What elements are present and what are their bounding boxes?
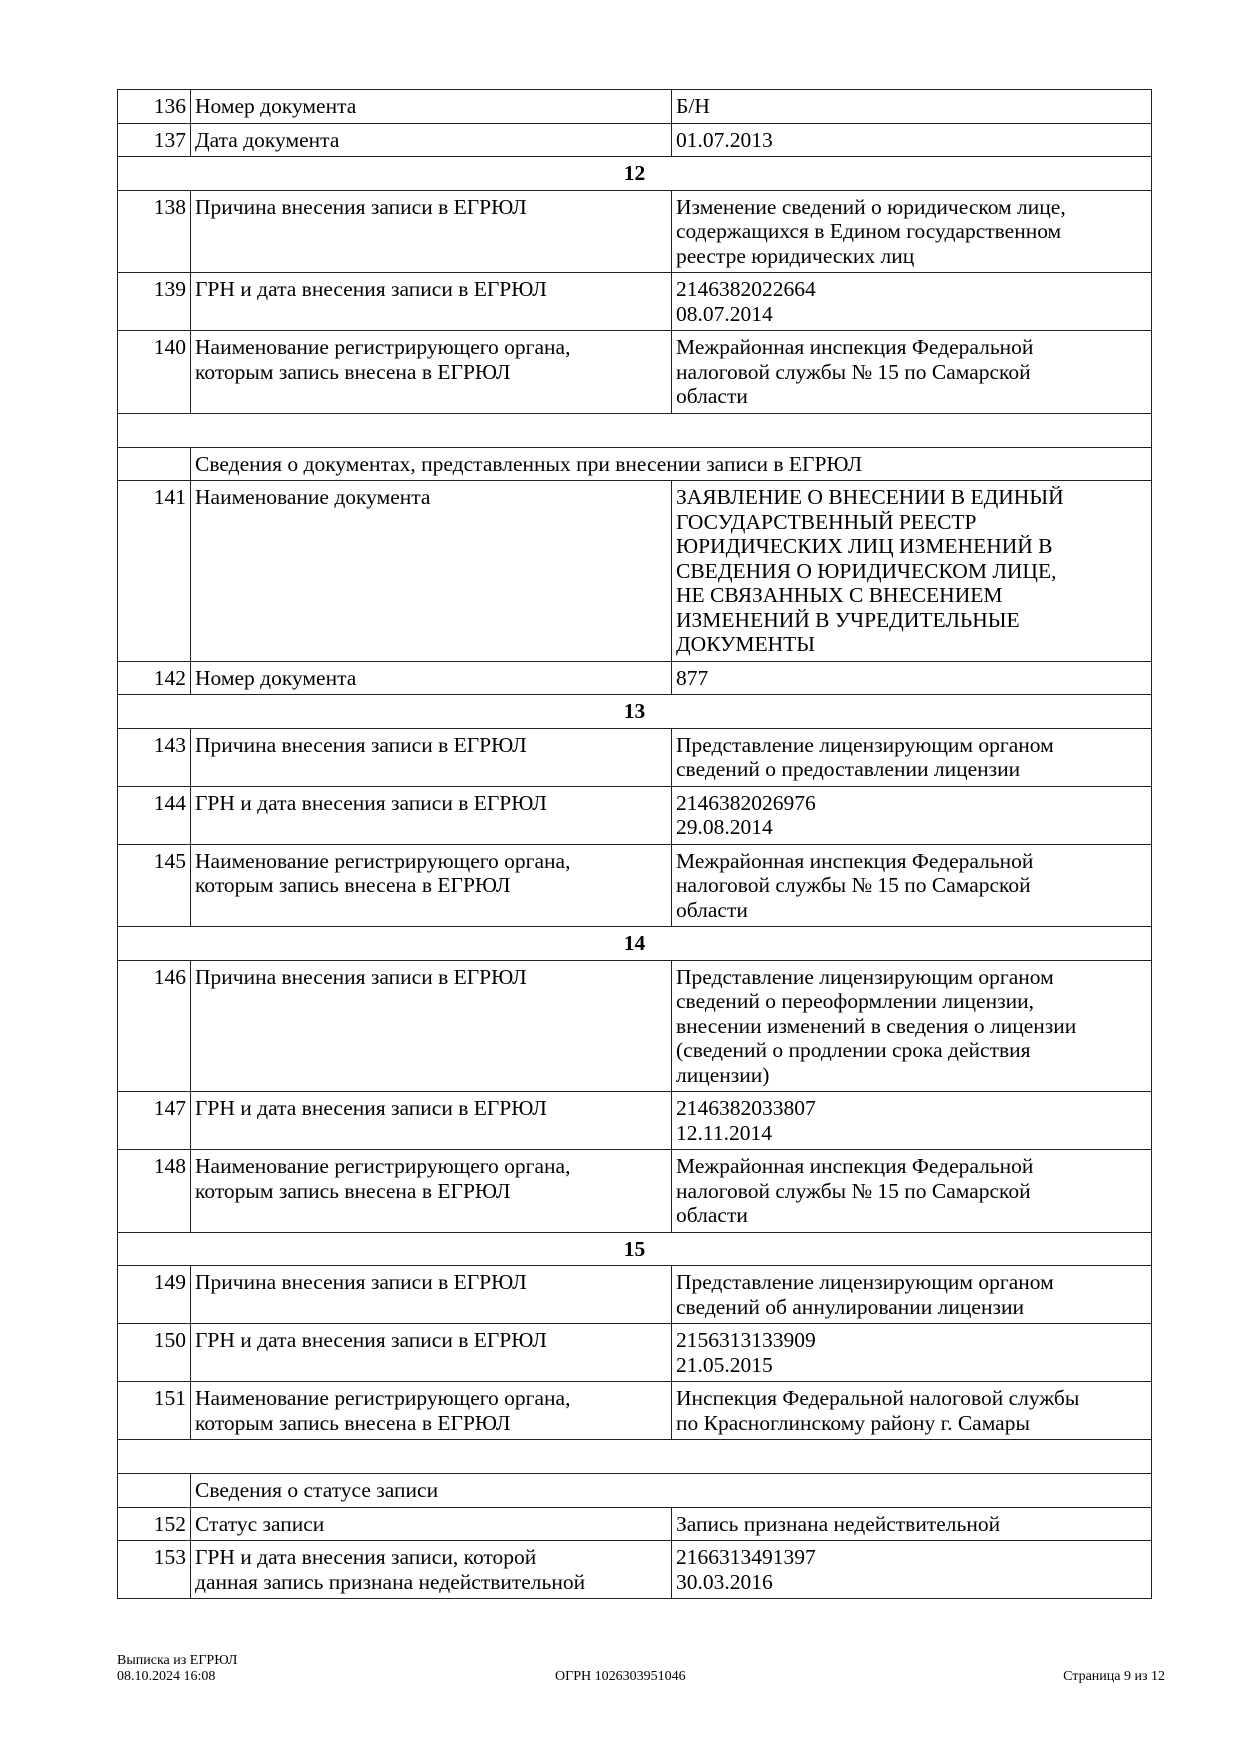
field-value-line: 877	[676, 665, 709, 690]
field-label-line: Наименование документа	[195, 485, 431, 509]
table-row	[118, 1507, 1152, 1541]
field-value	[672, 844, 1152, 927]
row-number: 143	[118, 728, 191, 786]
row-number: 149	[118, 1266, 191, 1324]
table-row	[118, 1541, 1152, 1599]
field-value-line: 2146382022664	[676, 277, 816, 301]
field-value-line: Представление лицензирующим органом	[676, 1270, 1054, 1294]
field-value-line: ГОСУДАРСТВЕННЫЙ РЕЕСТР	[676, 509, 977, 534]
table-row	[118, 1092, 1152, 1150]
field-label-line: Дата документа	[195, 127, 340, 152]
footer-left	[117, 1653, 237, 1685]
field-value-line: 2156313133909	[676, 1328, 816, 1352]
spacer-cell	[118, 413, 1152, 447]
field-label	[191, 1507, 672, 1541]
row-number: 136	[118, 90, 191, 124]
field-value-line: 2166313491397	[676, 1545, 816, 1569]
row-number: 146	[118, 960, 191, 1092]
field-label	[191, 123, 672, 157]
section-header-row	[118, 157, 1152, 191]
empty-number-cell	[118, 1474, 191, 1508]
field-value	[672, 190, 1152, 273]
field-label-line: Причина внесения записи в ЕГРЮЛ	[195, 1270, 527, 1294]
field-value-line: 2146382033807	[676, 1096, 816, 1120]
field-value	[672, 1092, 1152, 1150]
field-value-line: 08.07.2014	[676, 301, 773, 326]
field-value-line: Б/Н	[676, 94, 710, 118]
field-value-line: налоговой службы № 15 по Самарской	[676, 359, 1031, 384]
field-value	[672, 1541, 1152, 1599]
field-label-line: ГРН и дата внесения записи в ЕГРЮЛ	[195, 1328, 547, 1352]
field-value-line: НЕ СВЯЗАННЫХ С ВНЕСЕНИЕМ	[676, 583, 1003, 607]
field-label	[191, 661, 672, 695]
row-number: 139	[118, 273, 191, 331]
field-value-line: 12.11.2014	[676, 1120, 772, 1145]
field-label	[191, 844, 672, 927]
field-label	[191, 1266, 672, 1324]
field-value	[672, 728, 1152, 786]
section-header-row	[118, 1232, 1152, 1266]
table-body	[118, 90, 1152, 1599]
field-value-line: 01.07.2013	[676, 127, 773, 152]
subsection-title: Сведения о статусе записи	[191, 1474, 1152, 1508]
spacer-cell	[118, 1440, 1152, 1474]
field-label-line: которым запись внесена в ЕГРЮЛ	[195, 873, 511, 897]
field-value-line: Инспекция Федеральной налоговой службы	[676, 1386, 1080, 1410]
field-value-line: (сведений о продлении срока действия	[676, 1038, 1031, 1062]
row-number: 150	[118, 1324, 191, 1382]
table-row	[118, 481, 1152, 662]
row-number: 153	[118, 1541, 191, 1599]
field-value-line: СВЕДЕНИЯ О ЮРИДИЧЕСКОМ ЛИЦЕ,	[676, 558, 1057, 583]
table-row	[118, 1382, 1152, 1440]
section-number: 15	[118, 1232, 1152, 1266]
field-value	[672, 786, 1152, 844]
field-label-line: ГРН и дата внесения записи, которой	[195, 1545, 537, 1569]
field-value	[672, 273, 1152, 331]
field-value-line: ДОКУМЕНТЫ	[676, 632, 815, 656]
field-label-line: которым запись внесена в ЕГРЮЛ	[195, 1410, 511, 1435]
footer-datetime: 08.10.2024 16:08	[117, 1669, 216, 1684]
table-row	[118, 123, 1152, 157]
row-number: 140	[118, 331, 191, 414]
table-row	[118, 90, 1152, 124]
field-value-line: налоговой службы № 15 по Самарской	[676, 1178, 1031, 1203]
section-number: 12	[118, 157, 1152, 191]
field-label-line: Наименование регистрирующего органа,	[195, 335, 571, 359]
field-label	[191, 1324, 672, 1382]
field-value-line: ЗАЯВЛЕНИЕ О ВНЕСЕНИИ В ЕДИНЫЙ	[676, 485, 1064, 509]
field-value-line: Межрайонная инспекция Федеральной	[676, 335, 1034, 359]
field-label-line: ГРН и дата внесения записи в ЕГРЮЛ	[195, 1096, 547, 1120]
field-value-line: налоговой службы № 15 по Самарской	[676, 873, 1031, 897]
section-number: 14	[118, 927, 1152, 961]
field-value	[672, 1324, 1152, 1382]
field-value	[672, 661, 1152, 695]
table-row	[118, 960, 1152, 1092]
field-value	[672, 1507, 1152, 1541]
field-value-line: области	[676, 1203, 748, 1227]
field-value-line: сведений о переоформлении лицензии,	[676, 989, 1034, 1013]
subsection-header-row	[118, 447, 1152, 481]
row-number: 142	[118, 661, 191, 695]
footer-doc-title: Выписка из ЕГРЮЛ	[117, 1653, 238, 1668]
field-label-line: ГРН и дата внесения записи в ЕГРЮЛ	[195, 790, 547, 815]
field-label	[191, 90, 672, 124]
field-value-line: области	[676, 384, 748, 408]
table-row	[118, 1150, 1152, 1233]
table-row	[118, 190, 1152, 273]
field-label	[191, 481, 672, 662]
table-row	[118, 1266, 1152, 1324]
table-row	[118, 844, 1152, 927]
table-row	[118, 331, 1152, 414]
field-value-line: 21.05.2015	[676, 1352, 773, 1377]
subsection-header-row	[118, 1474, 1152, 1508]
subsection-title: Сведения о документах, представленных при внесении записи в ЕГРЮЛ	[191, 447, 1152, 481]
field-value	[672, 481, 1152, 662]
field-value	[672, 123, 1152, 157]
field-label-line: Наименование регистрирующего органа,	[195, 1386, 571, 1410]
field-label-line: Причина внесения записи в ЕГРЮЛ	[195, 964, 527, 989]
field-value-line: сведений о предоставлении лицензии	[676, 757, 1021, 781]
field-value-line: Представление лицензирующим органом	[676, 964, 1054, 989]
field-label-line: Наименование регистрирующего органа,	[195, 1154, 571, 1178]
field-label-line: которым запись внесена в ЕГРЮЛ	[195, 359, 511, 384]
row-number: 148	[118, 1150, 191, 1233]
field-value-line: области	[676, 897, 748, 922]
row-number: 144	[118, 786, 191, 844]
field-label	[191, 331, 672, 414]
field-value-line: Изменение сведений о юридическом лице,	[676, 194, 1066, 219]
field-label-line: ГРН и дата внесения записи в ЕГРЮЛ	[195, 277, 547, 301]
row-number: 152	[118, 1507, 191, 1541]
field-label	[191, 960, 672, 1092]
field-value-line: реестре юридических лиц	[676, 243, 915, 268]
table-row	[118, 728, 1152, 786]
table-row	[118, 273, 1152, 331]
field-label	[191, 273, 672, 331]
field-value	[672, 90, 1152, 124]
footer-ogrn: ОГРН 1026303951046	[555, 1669, 686, 1684]
empty-number-cell	[118, 447, 191, 481]
field-label-line: Причина внесения записи в ЕГРЮЛ	[195, 194, 527, 219]
section-number: 13	[118, 695, 1152, 729]
field-value-line: ИЗМЕНЕНИЙ В УЧРЕДИТЕЛЬНЫЕ	[676, 607, 1020, 632]
table-row	[118, 1324, 1152, 1382]
table-row	[118, 786, 1152, 844]
field-value	[672, 1382, 1152, 1440]
field-value-line: 30.03.2016	[676, 1569, 773, 1594]
field-value-line: Запись признана недействительной	[676, 1511, 1001, 1536]
row-number: 138	[118, 190, 191, 273]
field-label-line: данная запись признана недействительной	[195, 1569, 586, 1594]
row-number: 147	[118, 1092, 191, 1150]
field-value-line: содержащихся в Едином государственном	[676, 219, 1062, 243]
row-number: 145	[118, 844, 191, 927]
field-label-line: Номер документа	[195, 94, 357, 118]
section-header-row	[118, 927, 1152, 961]
field-label-line: которым запись внесена в ЕГРЮЛ	[195, 1178, 511, 1203]
field-value-line: внесении изменений в сведения о лицензии	[676, 1013, 1077, 1038]
field-label-line: Номер документа	[195, 665, 357, 690]
spacer-row	[118, 413, 1152, 447]
section-header-row	[118, 695, 1152, 729]
field-value-line: ЮРИДИЧЕСКИХ ЛИЦ ИЗМЕНЕНИЙ В	[676, 534, 1053, 558]
field-value-line: 2146382026976	[676, 790, 816, 815]
row-number: 151	[118, 1382, 191, 1440]
field-value-line: Межрайонная инспекция Федеральной	[676, 1154, 1034, 1178]
row-number: 141	[118, 481, 191, 662]
field-label	[191, 786, 672, 844]
footer-page-number: Страница 9 из 12	[1063, 1669, 1165, 1684]
field-label	[191, 1541, 672, 1599]
field-value-line: 29.08.2014	[676, 815, 773, 839]
field-label	[191, 728, 672, 786]
field-label-line: Наименование регистрирующего органа,	[195, 848, 571, 873]
field-label-line: Статус записи	[195, 1511, 325, 1536]
field-value-line: сведений об аннулировании лицензии	[676, 1294, 1024, 1319]
field-value-line: лицензии)	[676, 1062, 770, 1087]
spacer-row	[118, 1440, 1152, 1474]
field-label	[191, 1092, 672, 1150]
table-row	[118, 661, 1152, 695]
field-value	[672, 1150, 1152, 1233]
field-value	[672, 1266, 1152, 1324]
field-label	[191, 1150, 672, 1233]
field-label-line: Причина внесения записи в ЕГРЮЛ	[195, 732, 527, 757]
field-value-line: Межрайонная инспекция Федеральной	[676, 848, 1034, 873]
field-value	[672, 331, 1152, 414]
field-value-line: Представление лицензирующим органом	[676, 732, 1054, 757]
field-label	[191, 1382, 672, 1440]
row-number: 137	[118, 123, 191, 157]
field-label	[191, 190, 672, 273]
egrul-extract-table	[117, 89, 1152, 1599]
field-value	[672, 960, 1152, 1092]
field-value-line: по Красноглинскому району г. Самары	[676, 1410, 1030, 1435]
